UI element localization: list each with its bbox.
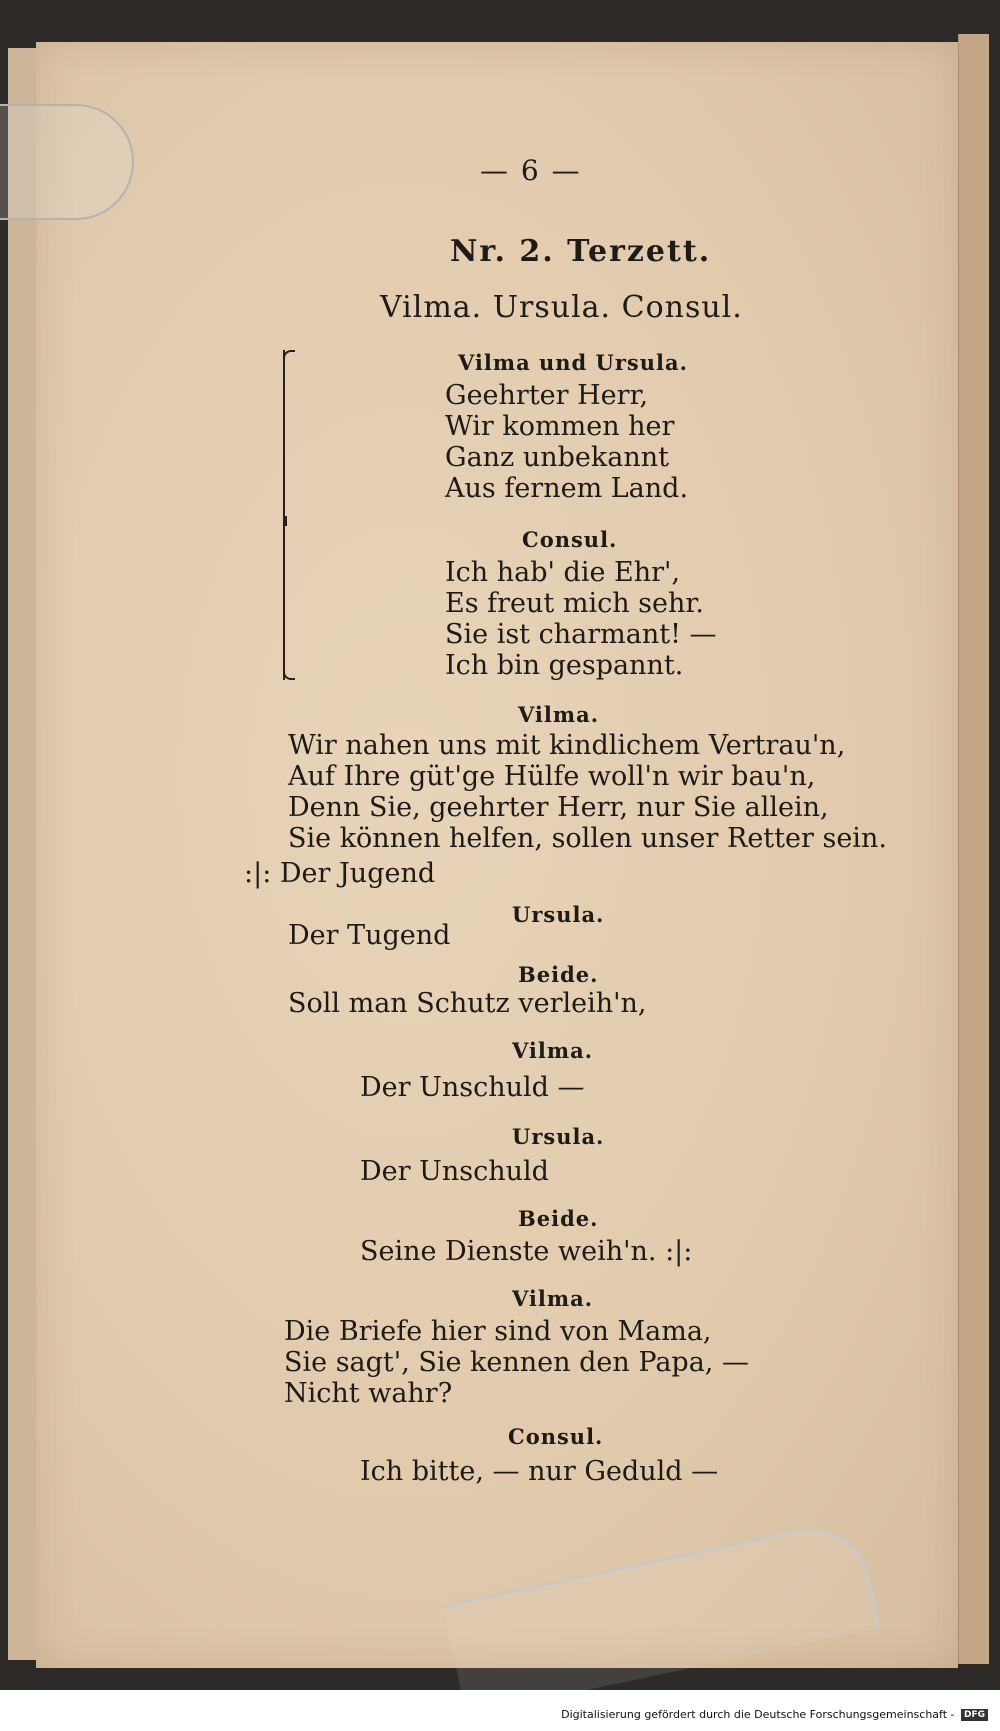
verse-line: Sie sagt', Sie kennen den Papa, — bbox=[284, 1347, 749, 1378]
speaker-label: Vilma. bbox=[512, 1286, 594, 1311]
verse-line: Es freut mich sehr. bbox=[445, 588, 704, 619]
verse-line: Geehrter Herr, bbox=[445, 380, 649, 411]
credit-text: Digitalisierung gefördert durch die Deutsche Forschungsgemeinschaft - bbox=[561, 1708, 955, 1721]
page-number: — 6 — bbox=[480, 154, 582, 187]
brace-point bbox=[277, 516, 287, 526]
verse-line: Soll man Schutz verleih'n, bbox=[288, 988, 647, 1019]
dfg-logo: DFG bbox=[961, 1709, 988, 1721]
verse-line: Ganz unbekannt bbox=[445, 442, 669, 473]
speaker-label: Vilma. bbox=[512, 1038, 594, 1063]
verse-line: Sie können helfen, sollen unser Retter sein. bbox=[288, 823, 887, 854]
section-title: Nr. 2. Terzett. bbox=[450, 234, 712, 269]
verse-line: Ich hab' die Ehr', bbox=[445, 557, 681, 588]
verse-line: Aus fernem Land. bbox=[445, 473, 689, 504]
verse-line: Seine Dienste weih'n. :|: bbox=[360, 1236, 693, 1267]
digitization-credit bbox=[561, 1708, 988, 1721]
verse-line: Ich bitte, — nur Geduld — bbox=[360, 1456, 719, 1487]
verse-line: Der Tugend bbox=[288, 920, 451, 951]
paper-clip-top bbox=[0, 104, 134, 220]
verse-line: Der Unschuld bbox=[360, 1156, 549, 1187]
verse-line: Wir kommen her bbox=[445, 411, 675, 442]
speaker-label: Ursula. bbox=[512, 902, 605, 927]
verse-line: Nicht wahr? bbox=[284, 1378, 453, 1409]
right-page-edge bbox=[958, 34, 989, 1664]
speaker-label: Beide. bbox=[518, 1206, 599, 1231]
speaker-label: Vilma und Ursula. bbox=[458, 350, 688, 375]
character-list: Vilma. Ursula. Consul. bbox=[380, 290, 743, 325]
verse-line: Auf Ihre güt'ge Hülfe woll'n wir bau'n, bbox=[288, 761, 816, 792]
brace-bracket bbox=[283, 350, 303, 680]
verse-line: Denn Sie, geehrter Herr, nur Sie allein, bbox=[288, 792, 829, 823]
verse-line: :|: Der Jugend bbox=[244, 858, 436, 889]
speaker-label: Beide. bbox=[518, 962, 599, 987]
verse-line: Die Briefe hier sind von Mama, bbox=[284, 1316, 712, 1347]
verse-line: Der Unschuld — bbox=[360, 1072, 585, 1103]
speaker-label: Consul. bbox=[508, 1424, 604, 1449]
verse-line: Wir nahen uns mit kindlichem Vertrau'n, bbox=[288, 730, 846, 761]
speaker-label: Ursula. bbox=[512, 1124, 605, 1149]
speaker-label: Consul. bbox=[522, 527, 618, 552]
verse-line: Sie ist charmant! — bbox=[445, 619, 717, 650]
speaker-label: Vilma. bbox=[518, 702, 600, 727]
verse-line: Ich bin gespannt. bbox=[445, 650, 684, 681]
book-page bbox=[36, 42, 958, 1668]
